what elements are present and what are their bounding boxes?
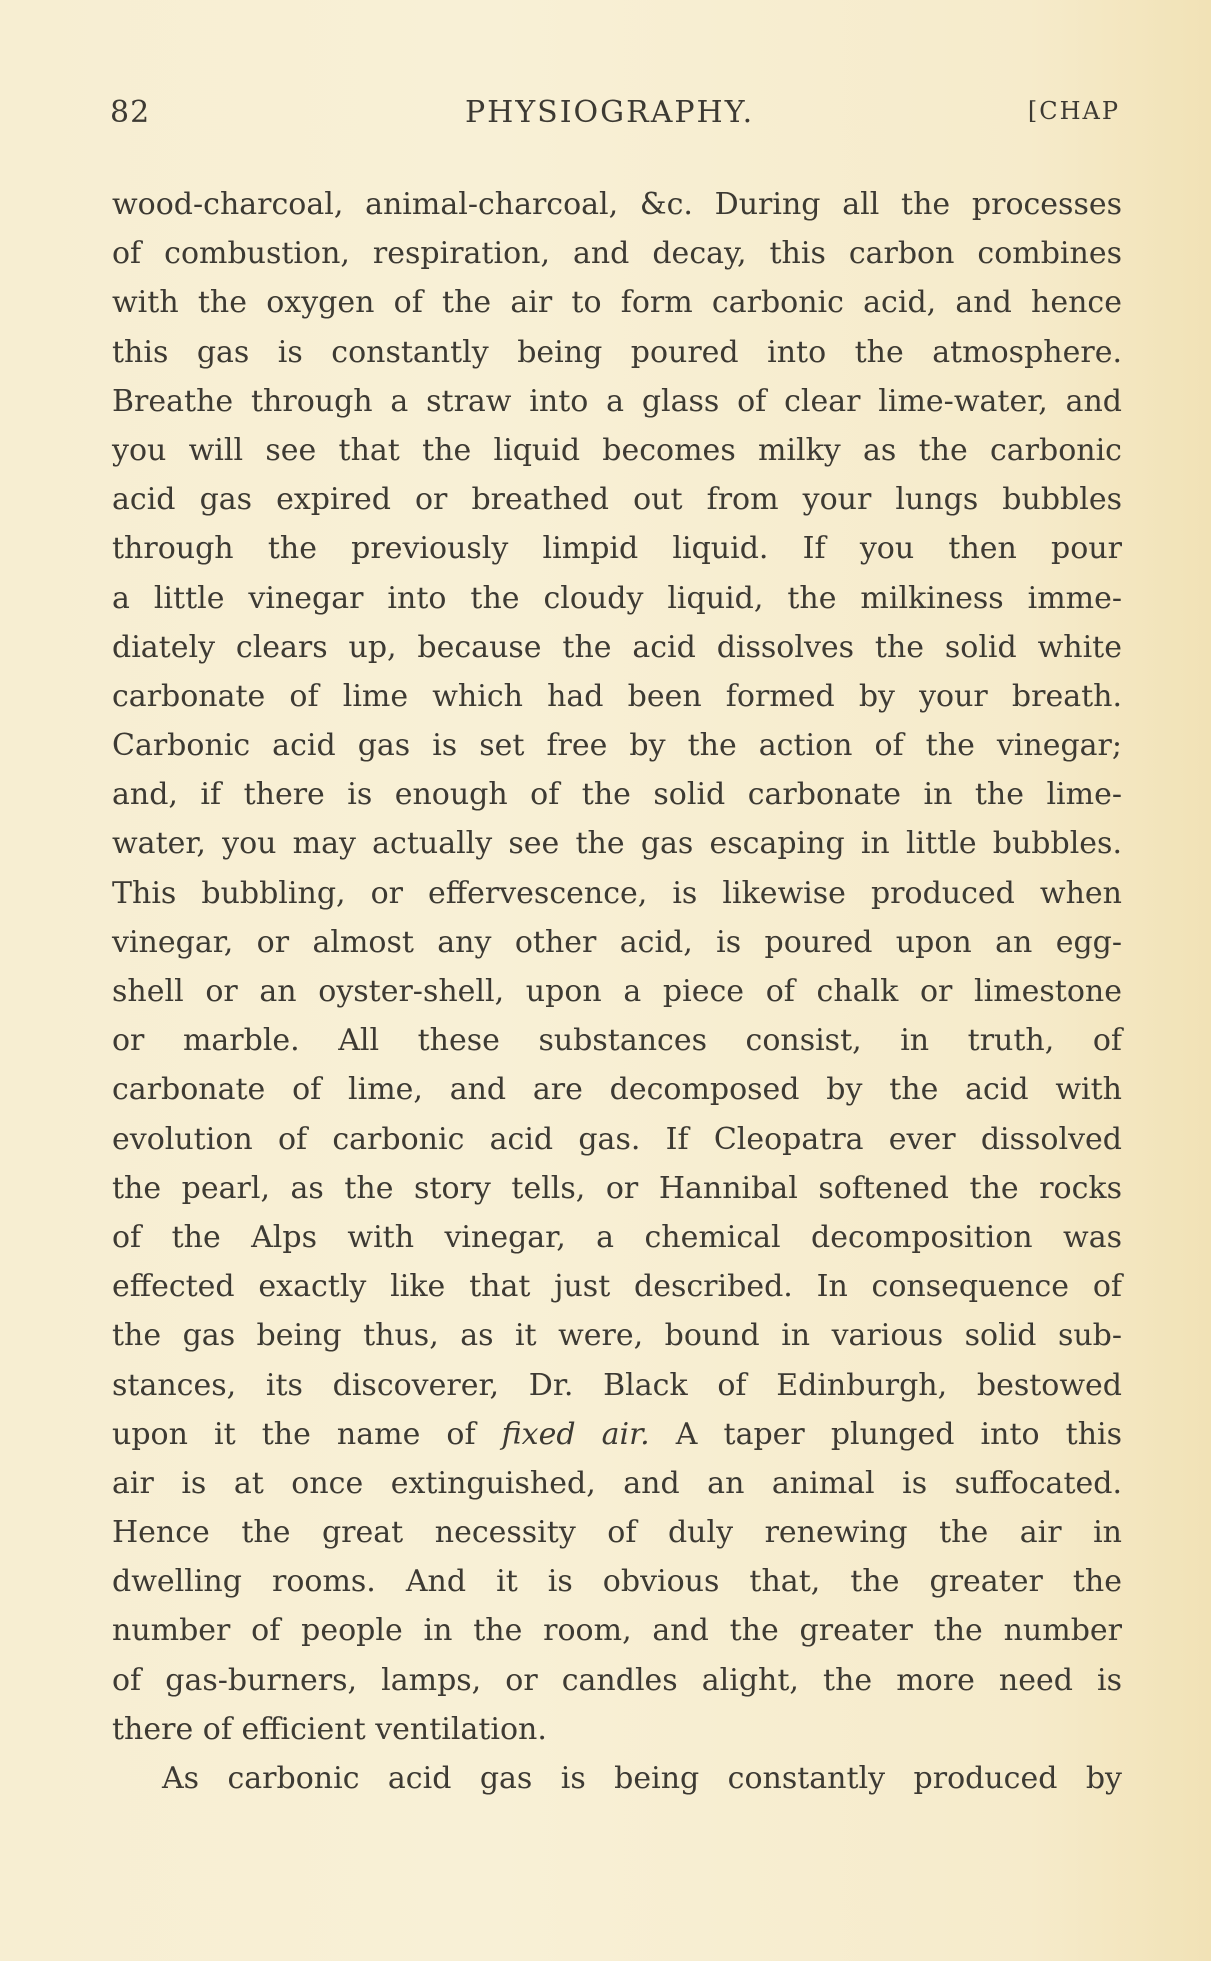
text-line: stances, its discoverer, Dr. Black of Edinburgh, bestowed bbox=[112, 1367, 1122, 1403]
text-line: This bubbling, or effervescence, is likewise produced when bbox=[112, 875, 1122, 911]
text-line: the gas being thus, as it were, bound in various solid sub- bbox=[112, 1318, 1122, 1354]
text-line: of combustion, respiration, and decay, this carbon combines bbox=[112, 236, 1122, 272]
text-line: a little vinegar into the cloudy liquid, the milkiness imme- bbox=[112, 580, 1122, 616]
text-line: through the previously limpid liquid. If you then pour bbox=[112, 531, 1122, 567]
page-number: 82 bbox=[110, 95, 151, 130]
text-line: Carbonic acid gas is set free by the action of the vinegar; bbox=[112, 728, 1122, 764]
text-line: number of people in the room, and the greater the number bbox=[112, 1613, 1122, 1649]
chapter-mark: [CHAP bbox=[1027, 97, 1120, 125]
text-line: air is at once extinguished, and an animal is suffocated. bbox=[112, 1465, 1122, 1501]
text-line: of the Alps with vinegar, a chemical decomposition was bbox=[112, 1219, 1122, 1255]
text-line: and, if there is enough of the solid carbonate in the lime- bbox=[112, 777, 1122, 813]
text-line: carbonate of lime which had been formed by your breath. bbox=[112, 678, 1122, 714]
text-line: or marble. All these substances consist, in truth, of bbox=[112, 1023, 1122, 1059]
text-line: acid gas expired or breathed out from your lungs bubbles bbox=[112, 482, 1122, 518]
text-line-fixed-air bbox=[112, 1410, 1122, 1459]
paragraph-end-line: there of efficient ventilation. bbox=[112, 1711, 547, 1747]
text-line: Breathe through a straw into a glass of clear lime-water, and bbox=[112, 383, 1122, 419]
text-line: the pearl, as the story tells, or Hannibal softened the rocks bbox=[112, 1170, 1122, 1206]
fixed-air-term: fixed air. bbox=[501, 1416, 650, 1452]
text-line: shell or an oyster-shell, upon a piece of chalk or limestone bbox=[112, 974, 1122, 1009]
running-title: PHYSIOGRAPHY. bbox=[465, 95, 755, 130]
text-line: dwelling rooms. And it is obvious that, the greater the bbox=[112, 1564, 1122, 1600]
text-line: carbonate of lime, and are decomposed by the acid with bbox=[112, 1072, 1122, 1108]
text-line: evolution of carbonic acid gas. If Cleopatra ever dissolved bbox=[112, 1121, 1122, 1157]
text-line: diately clears up, because the acid dissolves the solid white bbox=[112, 629, 1122, 665]
text-line: water, you may actually see the gas escaping in little bubbles. bbox=[112, 826, 1122, 862]
text-line: effected exactly like that just described. In consequence of bbox=[112, 1269, 1122, 1305]
text-line: wood-charcoal, animal-charcoal, &c. During all the processes bbox=[112, 187, 1122, 222]
fixed-air-after: A taper plunged into this bbox=[649, 1416, 1123, 1452]
next-paragraph-line: As carbonic acid gas is being constantly produced by bbox=[162, 1761, 1122, 1796]
page-header bbox=[110, 95, 1120, 145]
text-line: of gas-burners, lamps, or candles alight, the more need is bbox=[112, 1662, 1122, 1698]
text-line: vinegar, or almost any other acid, is poured upon an egg- bbox=[112, 924, 1122, 960]
body-text bbox=[112, 180, 1122, 1803]
text-line: you will see that the liquid becomes milky as the carbonic bbox=[112, 432, 1122, 468]
text-line: with the oxygen of the air to form carbonic acid, and hence bbox=[112, 285, 1122, 321]
fixed-air-before: upon it the name of bbox=[112, 1416, 502, 1452]
text-line: this gas is constantly being poured into the atmosphere. bbox=[112, 334, 1122, 370]
text-line: Hence the great necessity of duly renewing the air in bbox=[112, 1515, 1122, 1551]
